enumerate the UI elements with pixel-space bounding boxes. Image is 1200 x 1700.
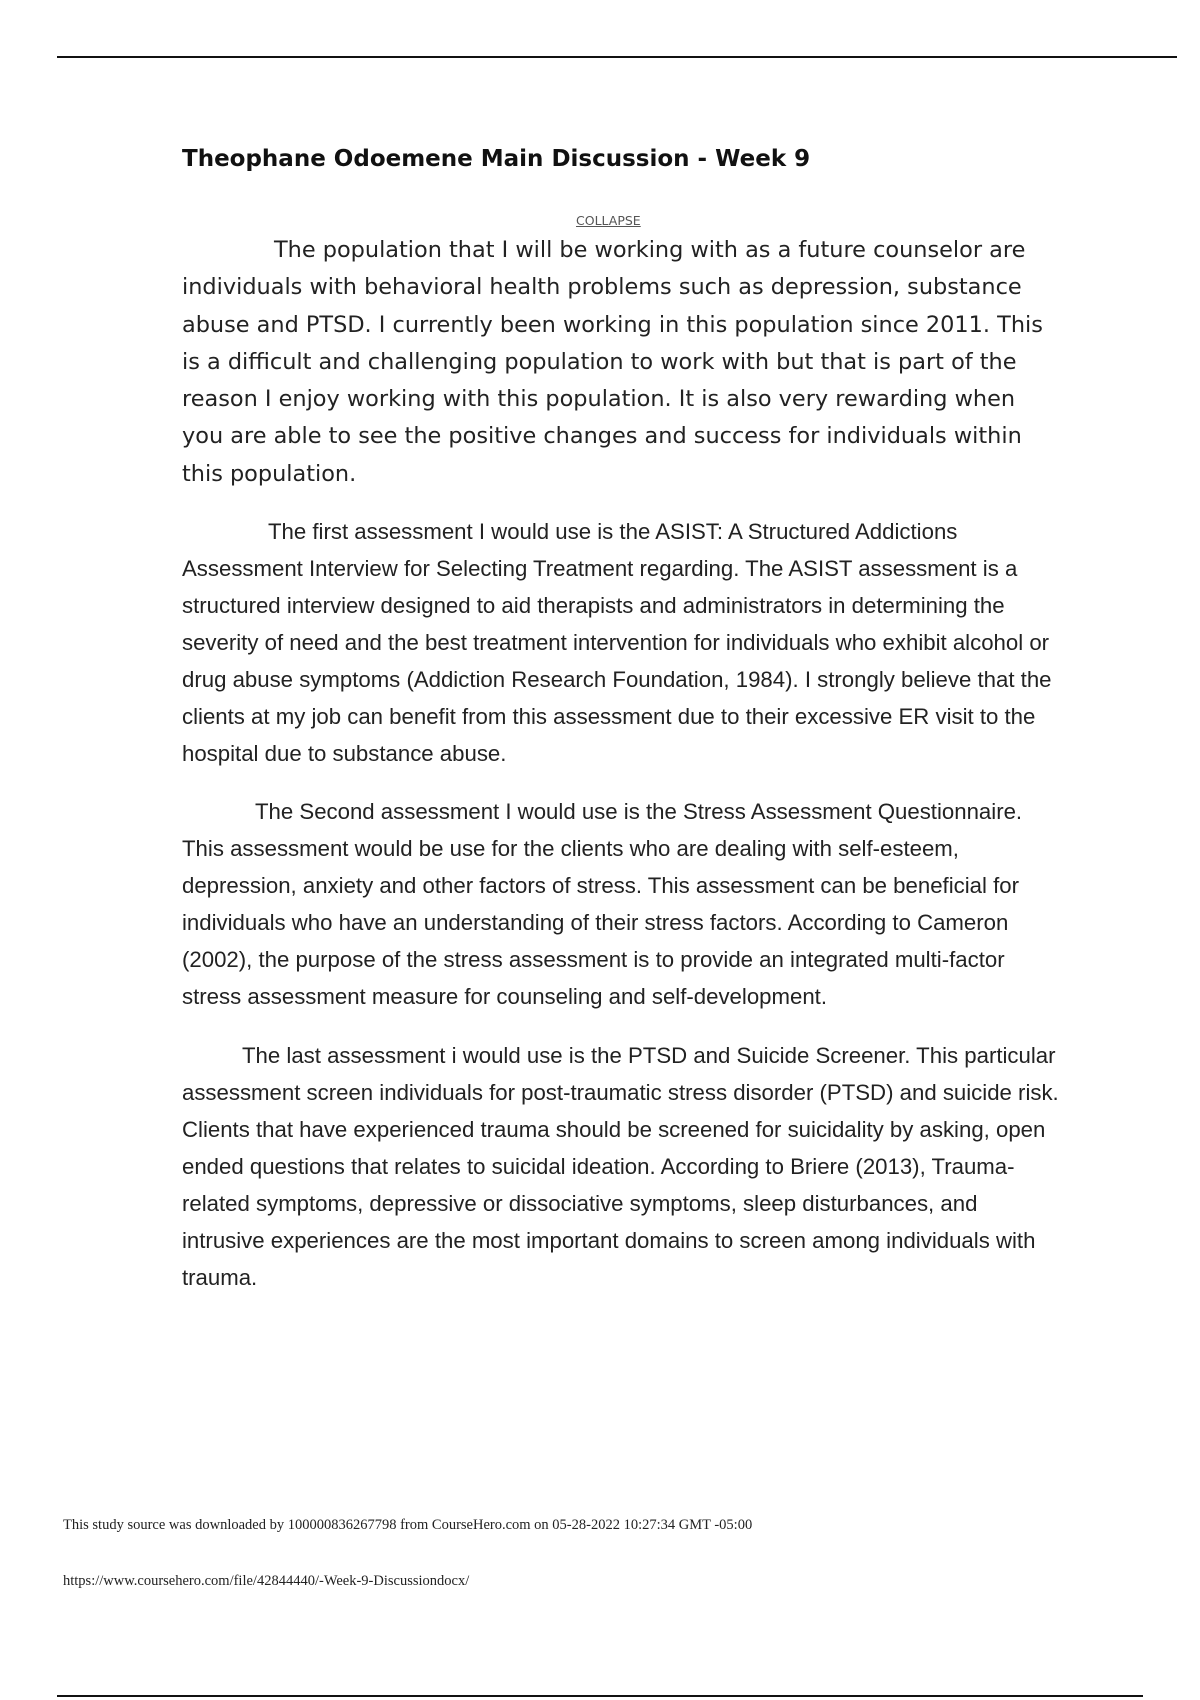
download-source-notice: This study source was downloaded by 100000836267798 from CourseHero.com on 05-28-2022 10:27:34 GMT -05:00: [63, 1517, 753, 1533]
collapse-link[interactable]: COLLAPSE: [576, 213, 641, 228]
paragraph-last-assessment: The last assessment i would use is the PTSD and Suicide Screener. This particular assessment screen individuals for post-traumatic stress disorder (PTSD) and suicide risk. Clients that have experienced trauma should be screened for suicidality by asking, open ended questions that relates to suicidal ideation. According to Briere (2013), Trauma-related symptoms, depressive or dissociative symptoms, sleep disturbances, and intrusive experiences are the most important domains to screen among individuals with trauma.: [182, 1043, 1059, 1291]
page-title: Theophane Odoemene Main Discussion - Week 9: [182, 146, 811, 172]
paragraph-first-assessment: The first assessment I would use is the ASIST: A Structured Addictions Assessment Interview for Selecting Treatment regarding. The ASIST assessment is a structured interview designed to aid therapists and administrators in determining the severity of need and the best treatment intervention for individuals who exhibit alcohol or drug abuse symptoms (Addiction Research Foundation, 1984). I strongly believe that the clients at my job can benefit from this assessment due to their excessive ER visit to the hospital due to substance abuse.: [182, 519, 1052, 767]
paragraph-population: The population that I will be working with as a future counselor are individuals with behavioral health problems such as depression, substance abuse and PTSD. I currently been working in this population since 2011. This is a difficult and challenging population to work with but that is part of the reason I enjoy working with this population. It is also very rewarding when you are able to see the positive changes and success for individuals within this population.: [182, 237, 1043, 487]
bottom-divider: [57, 1695, 1143, 1697]
source-url: https://www.coursehero.com/file/42844440/-Week-9-Discussiondocx/: [63, 1573, 470, 1589]
paragraph-second-assessment: The Second assessment I would use is the Stress Assessment Questionnaire. This assessment would be use for the clients who are dealing with self-esteem, depression, anxiety and other factors of stress. This assessment can be beneficial for individuals who have an understanding of their stress factors. According to Cameron (2002), the purpose of the stress assessment is to provide an integrated multi-factor stress assessment measure for counseling and self-development.: [182, 799, 1023, 1010]
discussion-body: [182, 232, 1062, 1296]
top-divider: [57, 56, 1177, 58]
